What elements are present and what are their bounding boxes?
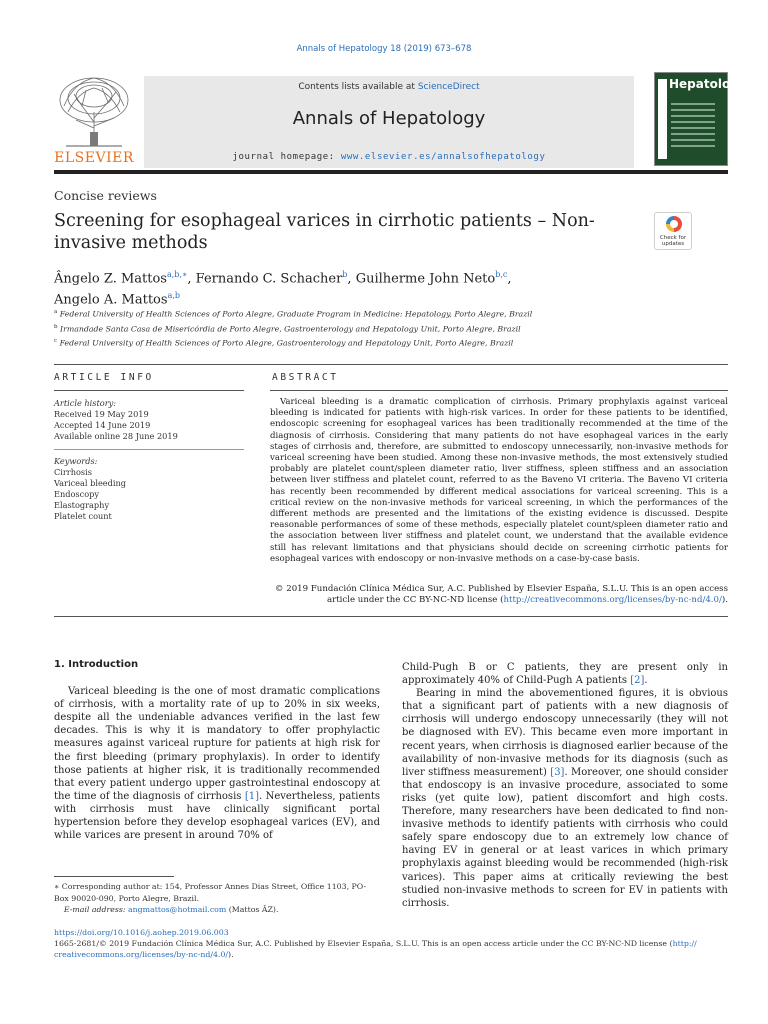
- keyword-item: Cirrhosis: [54, 467, 92, 477]
- footnote-rule: [54, 876, 174, 877]
- body-left-column: [54, 658, 380, 842]
- article-info-heading: ARTICLE INFO: [54, 372, 154, 383]
- accepted-date: Accepted 14 June 2019: [54, 420, 151, 430]
- affiliation-item: $^b$ Irmandade Santa Casa de Misericórdia de Porto Alegre, Gastroenterology and Hepatology Unit, Porto Alegre, Brazil: [54, 323, 521, 334]
- author-affiliation-marker[interactable]: a,b: [167, 291, 180, 301]
- keyword-item: Platelet count: [54, 511, 112, 521]
- journal-masthead: [144, 76, 634, 168]
- keyword-item: Variceal bleeding: [54, 478, 127, 488]
- article-section: Concise reviews: [54, 188, 157, 203]
- author-list: Ângelo Z. Mattos$^{a,b,∗}$, Fernando C. Schacher$^b$, Guilherme John Neto$^{b,c}$, Angelo A. Mattos$^{a,b}$: [54, 270, 512, 308]
- journal-title: Annals of Hepatology: [292, 108, 486, 129]
- reference-link-2[interactable]: [2]: [630, 675, 645, 687]
- author-name[interactable]: Angelo A. Mattos: [54, 292, 168, 308]
- article-info: [54, 398, 244, 529]
- doi-link[interactable]: https://doi.org/10.1016/j.aohep.2019.06.003: [54, 928, 229, 937]
- article-history: Article history: Received 19 May 2019 Accepted 14 June 2019 Available online 28 June 2019: [54, 398, 244, 445]
- abstract-heading: ABSTRACT: [272, 372, 339, 383]
- journal-homepage: journal homepage: www.elsevier.es/annalsofhepatology: [232, 152, 546, 162]
- corresponding-author-footnote: ∗ Corresponding author at: 154, Professor Annes Dias Street, Office 1103, PO-Box 90020-090, Porto Alegre, Brazil. E-mail address: angmattos@hotmail.com (Mattos ÂZ).: [54, 882, 367, 914]
- journal-cover-thumbnail: [654, 72, 747, 166]
- elsevier-wordmark: ELSEVIER: [54, 150, 134, 166]
- email-link[interactable]: angmattos@hotmail.com: [128, 905, 227, 914]
- body-paragraph: Child-Pugh B or C patients, they are present only in approximately 40% of Child-Pugh A patients [2].: [402, 662, 728, 687]
- doi-license-block: https://doi.org/10.1016/j.aohep.2019.06.003 1665-2681/© 2019 Fundación Clínica Médica Sur, A.C. Published by Elsevier España, S.L.U. This is an open access article under the CC BY-NC-ND license (http:// creativecommons.org/licenses/by-nc-nd/4.0/).: [54, 928, 697, 959]
- body-paragraph: Variceal bleeding is the one of most dramatic complications of cirrhosis, with a mortality rate of up to 20% in six weeks, despite all the undeniable advances verified in the last few decades. This is why it is mandatory to offer prophylactic measures against variceal rupture for patients at high risk for the first bleeding (primary prophylaxis). In order to identify those patients at higher risk, it is traditionally recommended that every patient undergo upper gastrointestinal endoscopy at the time of the diagnosis of cirrhosis [1]. Nevertheless, patients with cirrhosis must have clinically significant portal hypertension before they develop esophageal varices (EV), and while varices are present in around 70% of: [54, 686, 381, 842]
- online-date: Available online 28 June 2019: [54, 431, 178, 441]
- cover-title: Hepatology: [669, 77, 747, 91]
- affiliations: [54, 306, 654, 350]
- check-updates-label: Check for updates: [659, 235, 687, 247]
- keyword-item: Elastography: [54, 500, 110, 510]
- author-affiliation-marker[interactable]: b,c: [495, 270, 508, 279]
- check-updates-icon: [666, 216, 682, 232]
- article-title: Screening for esophageal varices in cirrhotic patients – Non-invasive methods: [54, 211, 595, 253]
- info-top-rule: [54, 364, 728, 365]
- header-rule: [54, 170, 728, 174]
- cover-spine: [658, 79, 667, 159]
- bottom-license-link[interactable]: http://: [672, 939, 697, 948]
- check-for-updates-button[interactable]: [654, 212, 692, 250]
- sciencedirect-link[interactable]: ScienceDirect: [417, 82, 480, 92]
- info-divider: [54, 449, 244, 450]
- reference-link-1[interactable]: [1]: [244, 790, 259, 802]
- abstract-text: Variceal bleeding is a dramatic complication of cirrhosis. Primary prophylaxis against variceal bleeding is indicated for patients with high-risk varices. In order for these patients to be identified, endoscopic screening for esophageal varices has been traditionally recommended at the time of the diagnosis of cirrhosis. Considering that many patients do not have esophageal varices in the early stages of cirrhosis and, therefore, are submitted to endoscopy unnecessarily, non-invasive methods for variceal screening have been studied. Among these non-invasive methods, the most extensively studied probably are platelet count/spleen diameter ratio, liver stiffness, spleen stiffness and an association between liver stiffness and platelet count, referred to as the Baveno VI criteria. The Baveno VI criteria has recently been recommended by different medical associations for variceal screening. This is a critical review on the non-invasive methods for variceal screening, in which the performances of the different methods are presented and the limitations of the existing evidence is discussed. Despite reasonable performances of some of these methods, especially platelet count/spleen diameter ratio and the association between liver stiffness and platelet count, we understand that the available evidence still has relevant limitations and that physicians should decide on screening cirrhotic patients for esophageal varices with endoscopy or non-invasive methods on a case-by-case basis.: [270, 397, 728, 564]
- keyword-item: Endoscopy: [54, 489, 100, 499]
- author-name[interactable]: Fernando C. Schacher: [195, 271, 343, 287]
- body-paragraph: Bearing in mind the abovementioned figures, it is obvious that a significant part of patients with a new diagnosis of cirrhosis will undergo endoscopy unnecessarily (they will not be diagnosed with EV). This became even more important in recent years, when cirrhosis is diagnosed earlier because of the availability of non-invasive methods for its diagnosis (such as liver stiffness measurement) [3]. Moreover, one should consider that endoscopy is an invasive procedure, associated to some risks (yet quite low), patient discomfort and high costs. Therefore, many researchers have been dedicated to find non-invasive methods to identify patients with cirrhosis who could safely spare endoscopy due to an extremely low chance of having EV in general or at least varices in which primary prophylaxis against bleeding would be recommended (high-risk varices). This paper aims at critically reviewing the best studied non-invasive methods to screen for EV in patients with cirrhosis.: [402, 688, 728, 909]
- abstract-bottom-rule: [54, 616, 728, 617]
- keywords: Keywords: Cirrhosis Variceal bleeding Endoscopy Elastography Platelet count: [54, 456, 244, 525]
- info-heading-rule: [54, 390, 244, 391]
- affiliation-item: $^a$ Federal University of Health Sciences of Porto Alegre, Graduate Program in Medicine: Hepatology, Porto Alegre, Brazil: [54, 309, 533, 319]
- license-link[interactable]: http://creativecommons.org/licenses/by-nc-nd/4.0/: [503, 595, 722, 606]
- author-affiliation-marker[interactable]: a,b,∗: [166, 270, 188, 279]
- author-name[interactable]: Ângelo Z. Mattos: [54, 271, 167, 287]
- abstract-copyright: © 2019 Fundación Clínica Médica Sur, A.C. Published by Elsevier España, S.L.U. This is an open access article under the CC BY-NC-ND license (http://creativecommons.org/licenses/by-nc-nd/4.0/).: [274, 584, 728, 606]
- reference-link-3[interactable]: [3]: [550, 766, 565, 778]
- affiliation-item: $^c$ Federal University of Health Sciences of Porto Alegre, Gastroenterology and Hepatology Unit, Porto Alegre, Brazil: [54, 338, 514, 348]
- author-name[interactable]: Guilherme John Neto: [355, 271, 496, 287]
- abstract-heading-rule: [270, 390, 728, 391]
- homepage-link[interactable]: www.elsevier.es/annalsofhepatology: [340, 152, 546, 162]
- body-right-column: [402, 661, 728, 910]
- journal-header: [54, 72, 747, 168]
- cover-contents-lines: [671, 103, 725, 151]
- bottom-license-link-cont[interactable]: creativecommons.org/licenses/by-nc-nd/4.0/: [54, 950, 229, 959]
- contents-line: Contents lists available at ScienceDirect: [298, 82, 480, 92]
- section-heading-introduction: 1. Introduction: [54, 659, 139, 670]
- journal-citation[interactable]: Annals of Hepatology 18 (2019) 673–678: [296, 44, 472, 54]
- received-date: Received 19 May 2019: [54, 409, 149, 419]
- author-affiliation-marker[interactable]: b: [342, 270, 348, 279]
